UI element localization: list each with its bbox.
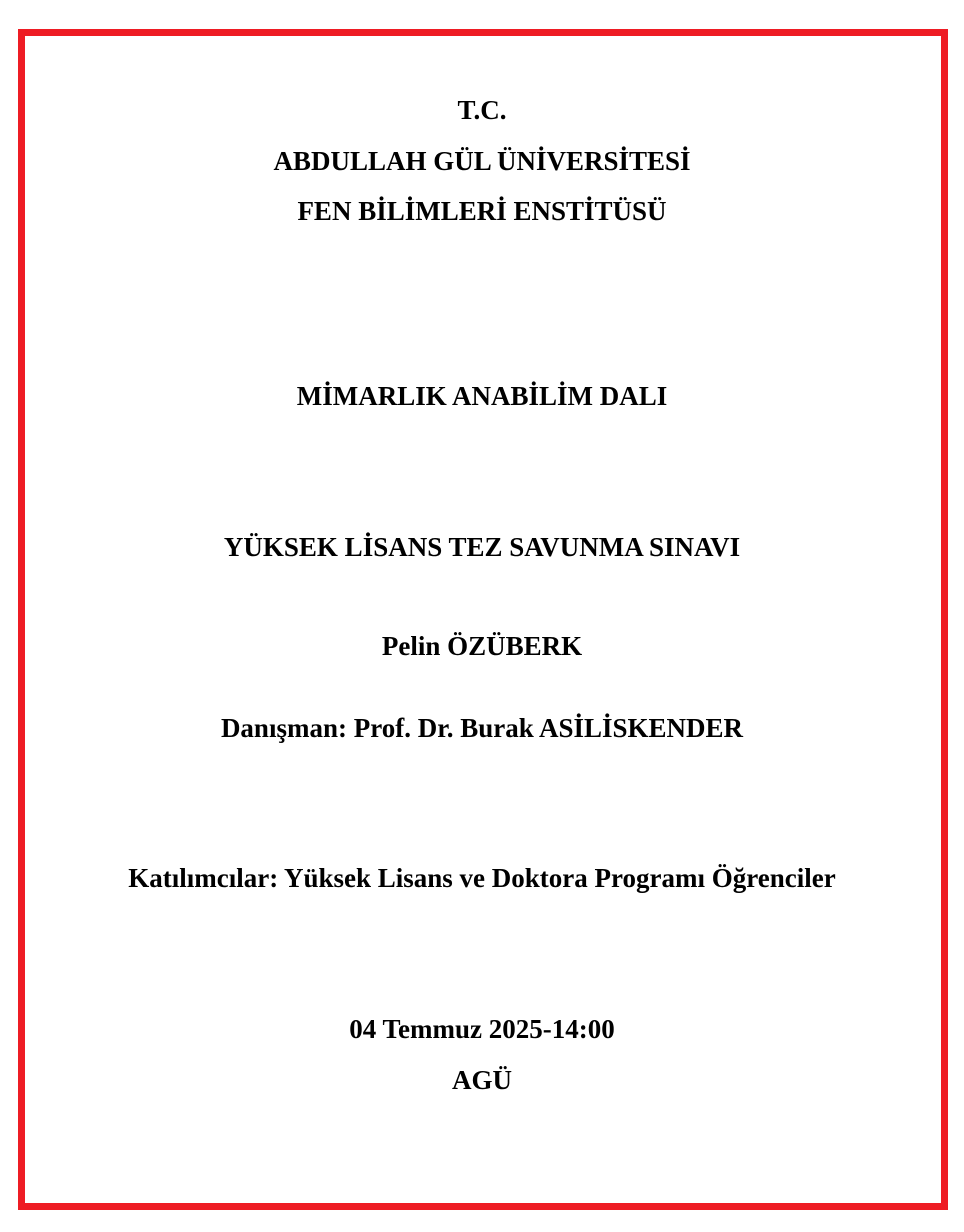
participants-line: Katılımcılar: Yüksek Lisans ve Doktora Programı Öğrenciler (128, 863, 836, 893)
exam-title: YÜKSEK LİSANS TEZ SAVUNMA SINAVI (223, 532, 741, 562)
exam-datetime: 04 Temmuz 2025-14:00 (349, 1014, 615, 1044)
department-name: MİMARLIK ANABİLİM DALI (296, 381, 668, 411)
advisor-line: Danışman: Prof. Dr. Burak ASİLİSKENDER (220, 713, 744, 743)
university-name: ABDULLAH GÜL ÜNİVERSİTESİ (273, 146, 691, 176)
institute-name: FEN BİLİMLERİ ENSTİTÜSÜ (297, 196, 667, 226)
exam-location: AGÜ (452, 1065, 512, 1095)
candidate-name: Pelin ÖZÜBERK (381, 631, 583, 661)
country-heading: T.C. (457, 95, 507, 125)
